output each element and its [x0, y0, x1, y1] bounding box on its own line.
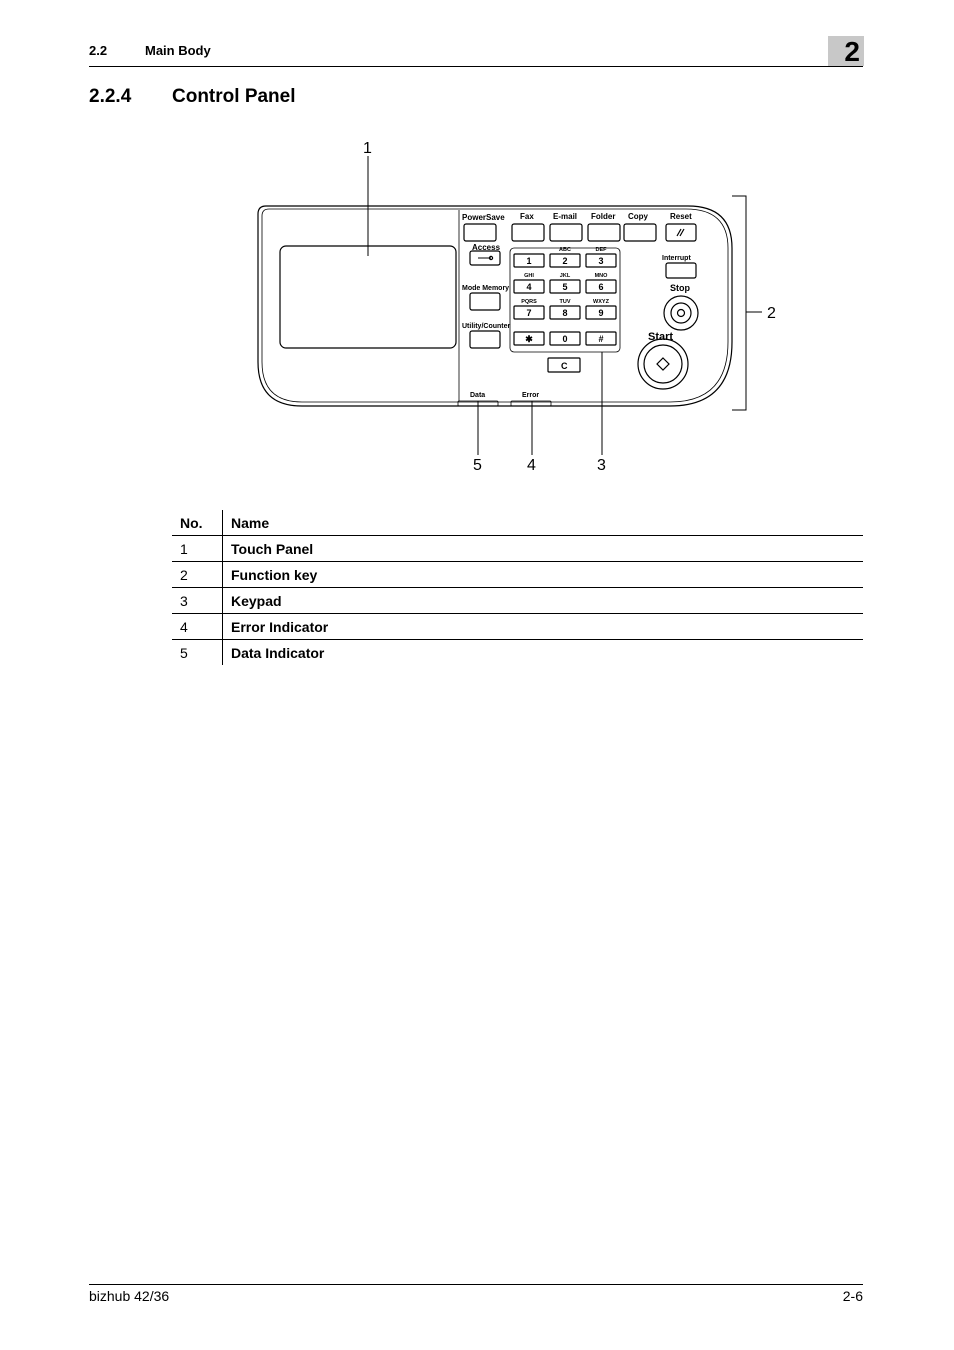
callout-5: 5 [473, 457, 482, 474]
chapter-number: 2 [844, 36, 860, 67]
row-name: Keypad [223, 588, 864, 614]
parts-table [172, 510, 863, 665]
utility-counter-button [470, 331, 500, 348]
keypad-key-label: 1 [526, 256, 532, 266]
folder-button [588, 224, 620, 241]
running-header [89, 40, 863, 67]
panel-body-inner-outline [262, 209, 728, 402]
control-panel-figure [240, 130, 780, 480]
copy-button [624, 224, 656, 241]
label-clear: C [561, 361, 568, 371]
label-access: Access [472, 243, 501, 252]
label-powersave: PowerSave [462, 213, 505, 222]
callout-2: 2 [767, 305, 776, 322]
keypad-key-label: 7 [526, 308, 532, 318]
section-title: Control Panel [172, 86, 296, 107]
chapter-tab [828, 36, 864, 66]
fax-button [512, 224, 544, 241]
keypad-key-label: 9 [598, 308, 604, 318]
callout-1: 1 [363, 140, 372, 157]
row-name: Function key [223, 562, 864, 588]
keypad-key-label: 5 [562, 282, 568, 292]
keypad-key-label: 8 [562, 308, 568, 318]
col-header-name: Name [223, 510, 864, 536]
label-utility-counter: Utility/Counter [462, 323, 511, 330]
keypad-letters-label: DEF [595, 247, 607, 253]
keypad-letters-label: ABC [559, 247, 571, 253]
keypad-key-label: 3 [598, 256, 604, 266]
keypad-key-label: 6 [598, 282, 604, 292]
label-mode-memory: Mode Memory [462, 285, 510, 292]
footer-rule [89, 1284, 863, 1285]
footer-product: bizhub 42/36 [89, 1288, 170, 1304]
keypad-key-label: # [598, 334, 604, 344]
control-panel-drawing [240, 130, 780, 480]
row-no: 5 [172, 640, 223, 666]
email-button [550, 224, 582, 241]
col-header-no: No. [172, 510, 223, 536]
interrupt-button [666, 263, 696, 278]
label-folder: Folder [591, 212, 616, 221]
keypad-key-label: 0 [562, 334, 568, 344]
row-name: Data Indicator [231, 644, 325, 661]
table-row [172, 640, 863, 666]
row-no: 3 [172, 588, 223, 614]
footer-page-number: 2-6 [842, 1288, 863, 1304]
row-no: 1 [172, 536, 223, 562]
callout-2-bracket [732, 196, 746, 410]
keypad-letters-label: PQRS [521, 299, 537, 305]
table-row [172, 536, 863, 562]
label-data: Data [470, 392, 486, 399]
keypad-letters-label: TUV [559, 299, 571, 305]
stop-button [664, 296, 698, 330]
table-row [172, 588, 863, 614]
label-email: E-mail [553, 212, 578, 221]
row-no: 2 [172, 562, 223, 588]
label-stop: Stop [670, 283, 690, 293]
callout-3: 3 [597, 457, 606, 474]
callout-4: 4 [527, 457, 536, 474]
label-error: Error [522, 392, 540, 399]
keypad-key-label: 4 [526, 282, 532, 292]
keypad-key-label: ✱ [525, 334, 533, 344]
mode-memory-button [470, 293, 500, 310]
label-interrupt: Interrupt [662, 255, 691, 262]
header-section-number: 2.2 [89, 43, 108, 58]
panel-body-outline [258, 206, 732, 406]
powersave-button [464, 224, 496, 241]
start-button [638, 339, 688, 389]
row-name: Touch Panel [223, 536, 864, 562]
keypad-letters-label: MNO [594, 273, 608, 279]
label-copy: Copy [628, 212, 648, 221]
keypad-key-label: 2 [562, 256, 568, 266]
label-fax: Fax [520, 212, 534, 221]
table-row [172, 562, 863, 588]
keypad-letters-label: JKL [559, 273, 571, 279]
table-row [172, 614, 863, 640]
keypad-letters-label: WXYZ [593, 299, 609, 305]
stop-icon [678, 310, 685, 317]
label-reset: Reset [670, 212, 692, 221]
row-no: 4 [172, 614, 223, 640]
header-section-title: Main Body [145, 43, 211, 58]
table-header-row [172, 510, 863, 536]
reset-button [666, 224, 696, 241]
row-name: Error Indicator [223, 614, 864, 640]
label-start: Start [648, 331, 674, 343]
touch-panel-screen [280, 246, 456, 348]
start-icon [657, 358, 669, 370]
keypad-letters-label: GHI [524, 273, 534, 279]
section-number: 2.2.4 [89, 86, 132, 107]
